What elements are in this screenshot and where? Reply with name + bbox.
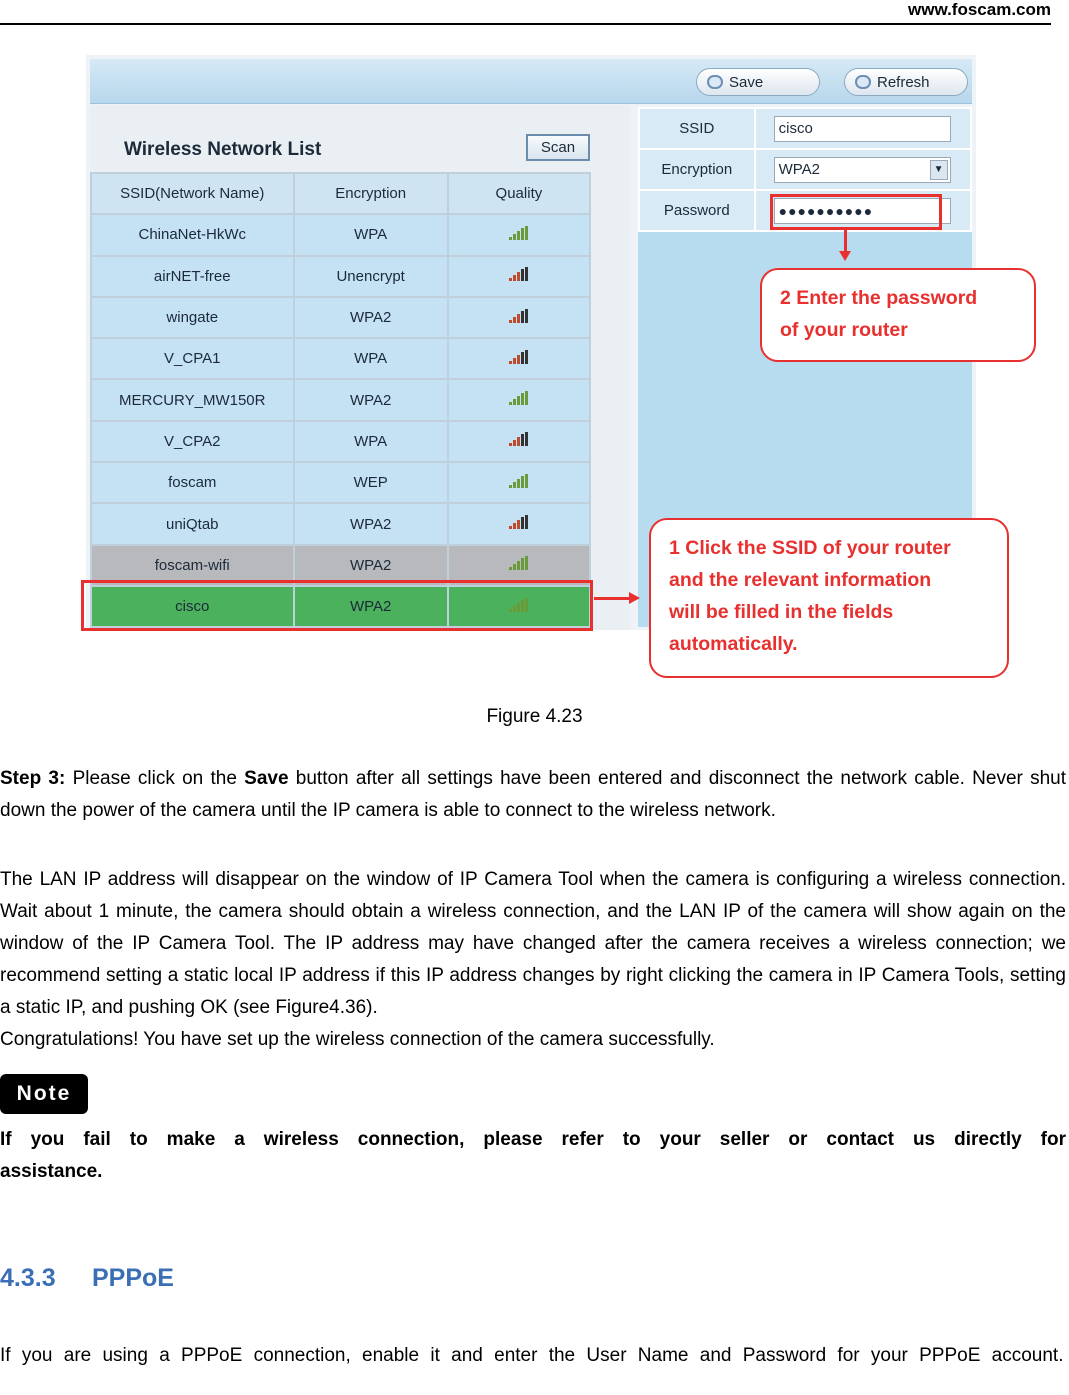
network-ssid: foscam [91,462,294,503]
signal-icon [448,379,590,420]
network-encryption: Unencrypt [294,256,448,297]
signal-icon [448,297,590,338]
header-rule [0,23,1051,25]
step3-text-b: button after all settings have been entered and disconnect the network cable. Never shut down the power of the camera until the IP camera is able to connect to the wireless network. [0,768,1066,821]
encryption-select[interactable] [774,157,951,183]
network-ssid: uniQtab [91,503,294,544]
toolbar [90,59,972,104]
network-encryption: WPA [294,421,448,462]
signal-icon [448,462,590,503]
callout-line: 2 Enter the password [780,287,978,309]
password-highlight-box [770,194,942,230]
network-encryption: WPA2 [294,586,448,627]
callout-line: and the relevant information [669,569,932,591]
save-button[interactable] [696,68,820,96]
header-url[interactable]: www.foscam.com [908,0,1051,19]
refresh-icon [855,75,871,89]
network-row[interactable] [91,421,590,462]
network-row[interactable] [91,503,590,544]
pppoe-paragraph: If you are using a PPPoE connection, enable it and enter the User Name and Password for your PPPoE account. [0,1345,1064,1366]
refresh-label: Refresh [877,73,930,91]
encryption-label: Encryption [639,149,755,190]
password-value: ●●●●●●●●●● [778,202,874,219]
section-number: 4.3.3 [0,1264,56,1292]
ssid-label: SSID [639,108,755,149]
callout-line: of your router [780,319,908,341]
ssid-callout [649,518,1009,678]
step3-text-a: Please click on the [65,768,245,789]
column-quality: Quality [448,173,590,214]
network-row[interactable] [91,462,590,503]
callout-line: will be filled in the fields [669,601,894,623]
network-encryption: WPA [294,338,448,379]
network-list-title: Wireless Network List [124,139,322,160]
note-text: If you fail to make a wireless connection, please refer to your seller or contact us directly for assistance. [0,1129,1066,1182]
callout-line: 1 Click the SSID of your router [669,537,951,559]
network-ssid: V_CPA2 [91,421,294,462]
network-table [90,172,591,628]
callout-line: automatically. [669,633,798,655]
network-row[interactable] [91,297,590,338]
network-ssid: foscam-wifi [91,545,294,586]
password-label: Password [639,190,755,231]
right-arrow-icon [594,597,630,600]
network-ssid: cisco [91,586,294,627]
column-encryption: Encryption [294,173,448,214]
network-row[interactable] [91,379,590,420]
signal-icon [448,338,590,379]
section-title: PPPoE [92,1264,174,1292]
network-encryption: WEP [294,462,448,503]
down-arrow-icon [844,230,847,252]
network-table-header [91,173,590,214]
figure-caption: Figure 4.23 [486,706,583,727]
network-ssid: wingate [91,297,294,338]
network-encryption: WPA2 [294,503,448,544]
signal-icon [448,421,590,462]
step3-lead: Step 3: [0,768,66,789]
network-encryption: WPA2 [294,545,448,586]
signal-icon [448,214,590,255]
network-encryption: WPA [294,214,448,255]
save-icon [707,75,723,89]
note-badge: Note [0,1074,88,1114]
network-ssid: MERCURY_MW150R [91,379,294,420]
congrats-paragraph: Congratulations! You have set up the wireless connection of the camera successfully. [0,1029,715,1050]
signal-icon [448,256,590,297]
network-ssid: airNET-free [91,256,294,297]
ssid-value: cisco [778,120,813,137]
chevron-down-icon: ▼ [930,160,948,180]
network-ssid: ChinaNet-HkWc [91,214,294,255]
signal-icon [448,503,590,544]
network-ssid: V_CPA1 [91,338,294,379]
ssid-input[interactable] [774,116,951,142]
section-heading [0,1264,174,1293]
network-encryption: WPA2 [294,297,448,338]
network-row[interactable] [91,256,590,297]
ssid-highlight-box [81,580,593,631]
save-label: Save [729,73,764,91]
network-row[interactable] [91,338,590,379]
password-callout [760,268,1036,362]
network-row[interactable] [91,214,590,255]
column-ssid: SSID(Network Name) [91,173,294,214]
network-encryption: WPA2 [294,379,448,420]
scan-button[interactable]: Scan [526,134,590,161]
save-word: Save [244,768,289,789]
step3-paragraph [0,763,1066,827]
encryption-value: WPA2 [778,161,821,178]
lan-paragraph: The LAN IP address will disappear on the window of IP Camera Tool when the camera is configuring a wireless connection. Wait about 1 minute, the camera should obtain a wireless connection, and the LAN IP of the camera will show again on the window of the IP Camera Tool. The IP address may have changed after the camera receives a wireless connection; we recommend setting a static local IP address if this IP address changes by right clicking the camera in IP Camera Tools, setting a static IP, and pushing OK (see Figure4.36). [0,869,1066,1018]
refresh-button[interactable] [844,68,968,96]
